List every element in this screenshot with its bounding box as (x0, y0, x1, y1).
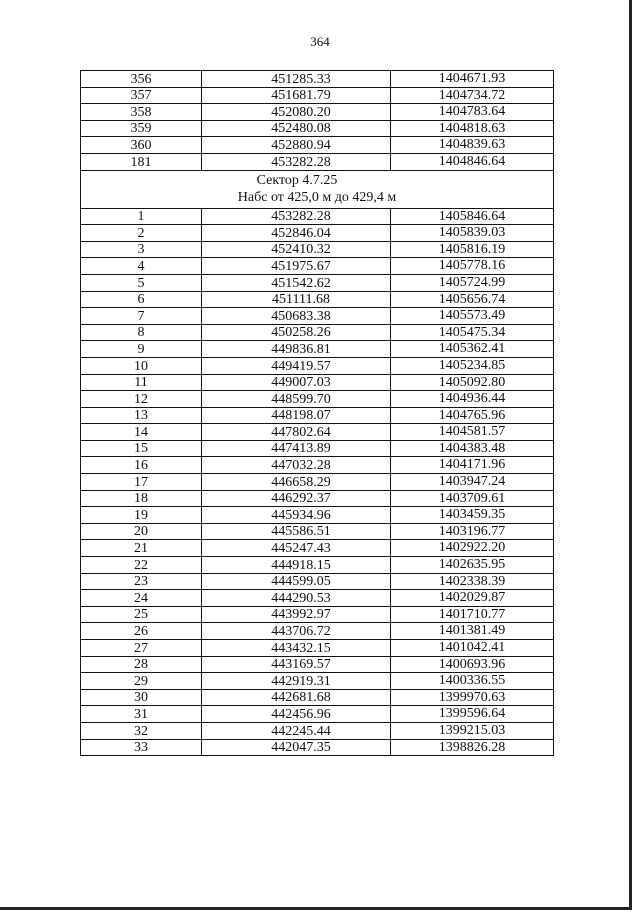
y-coordinate-cell: 1402635.95 (391, 557, 554, 574)
point-number-cell: 19 (81, 507, 202, 524)
x-coordinate-cell: 449836.81 (202, 341, 391, 358)
x-coordinate-cell: 451111.68 (202, 291, 391, 308)
point-number-cell: 25 (81, 606, 202, 623)
x-coordinate-cell: 443706.72 (202, 623, 391, 640)
y-coordinate-cell: 1398826.28 (391, 739, 554, 756)
y-coordinate-cell: 1404671.93 (391, 71, 554, 88)
x-coordinate-cell: 447413.89 (202, 440, 391, 457)
y-coordinate-cell: 1404765.96 (391, 407, 554, 424)
y-coordinate-cell: 1403709.61 (391, 490, 554, 507)
table-row (81, 137, 554, 154)
y-coordinate-cell: 1401710.77 (391, 606, 554, 623)
y-coordinate-cell: 1404783.64 (391, 104, 554, 121)
point-number-cell: 21 (81, 540, 202, 557)
x-coordinate-cell: 445586.51 (202, 523, 391, 540)
table-row (81, 120, 554, 137)
y-coordinate-cell: 1405092.80 (391, 374, 554, 391)
x-coordinate-cell: 442456.96 (202, 706, 391, 723)
point-number-cell: 181 (81, 153, 202, 170)
point-number-cell: 27 (81, 640, 202, 657)
table-row (81, 241, 554, 258)
point-number-cell: 356 (81, 71, 202, 88)
x-coordinate-cell: 447032.28 (202, 457, 391, 474)
x-coordinate-cell: 442919.31 (202, 673, 391, 690)
table-row (81, 523, 554, 540)
y-coordinate-cell: 1404818.63 (391, 120, 554, 137)
table-row (81, 623, 554, 640)
x-coordinate-cell: 442245.44 (202, 722, 391, 739)
y-coordinate-cell: 1403947.24 (391, 474, 554, 491)
point-number-cell: 4 (81, 258, 202, 275)
x-coordinate-cell: 445247.43 (202, 540, 391, 557)
y-coordinate-cell: 1403459.35 (391, 507, 554, 524)
x-coordinate-cell: 448599.70 (202, 391, 391, 408)
table-row (81, 507, 554, 524)
section-subtitle: Набс от 425,0 м до 429,4 м (237, 189, 397, 205)
point-number-cell: 16 (81, 457, 202, 474)
x-coordinate-cell: 448198.07 (202, 407, 391, 424)
table-row (81, 490, 554, 507)
point-number-cell: 13 (81, 407, 202, 424)
y-coordinate-cell: 1405475.34 (391, 324, 554, 341)
table-row (81, 739, 554, 756)
point-number-cell: 6 (81, 291, 202, 308)
table-row (81, 457, 554, 474)
table-row (81, 706, 554, 723)
table-row (81, 258, 554, 275)
table-row (81, 208, 554, 225)
bottom-rows-group (81, 208, 554, 756)
coordinates-table (80, 70, 554, 756)
y-coordinate-cell: 1405778.16 (391, 258, 554, 275)
y-coordinate-cell: 1399215.03 (391, 722, 554, 739)
y-coordinate-cell: 1403196.77 (391, 523, 554, 540)
table-row (81, 689, 554, 706)
table-row (81, 722, 554, 739)
x-coordinate-cell: 442681.68 (202, 689, 391, 706)
y-coordinate-cell: 1404171.96 (391, 457, 554, 474)
x-coordinate-cell: 451681.79 (202, 87, 391, 104)
point-number-cell: 17 (81, 474, 202, 491)
point-number-cell: 30 (81, 689, 202, 706)
point-number-cell: 360 (81, 137, 202, 154)
table-row (81, 673, 554, 690)
y-coordinate-cell: 1404936.44 (391, 391, 554, 408)
table-row (81, 374, 554, 391)
y-coordinate-cell: 1400693.96 (391, 656, 554, 673)
x-coordinate-cell: 444290.53 (202, 590, 391, 607)
y-coordinate-cell: 1404383.48 (391, 440, 554, 457)
section-header-row (81, 170, 554, 208)
point-number-cell: 8 (81, 324, 202, 341)
point-number-cell: 18 (81, 490, 202, 507)
point-number-cell: 24 (81, 590, 202, 607)
point-number-cell: 2 (81, 225, 202, 242)
page-number: 364 (310, 34, 330, 49)
point-number-cell: 12 (81, 391, 202, 408)
table-row (81, 357, 554, 374)
x-coordinate-cell: 447802.64 (202, 424, 391, 441)
point-number-cell: 15 (81, 440, 202, 457)
x-coordinate-cell: 452410.32 (202, 241, 391, 258)
point-number-cell: 23 (81, 573, 202, 590)
y-coordinate-cell: 1404734.72 (391, 87, 554, 104)
point-number-cell: 22 (81, 557, 202, 574)
point-number-cell: 357 (81, 87, 202, 104)
table-row (81, 291, 554, 308)
section-header-group (81, 170, 554, 208)
table-row (81, 540, 554, 557)
table-row (81, 324, 554, 341)
x-coordinate-cell: 450258.26 (202, 324, 391, 341)
table-row (81, 104, 554, 121)
x-coordinate-cell: 453282.28 (202, 153, 391, 170)
x-coordinate-cell: 445934.96 (202, 507, 391, 524)
y-coordinate-cell: 1405573.49 (391, 308, 554, 325)
y-coordinate-cell: 1405724.99 (391, 274, 554, 291)
x-coordinate-cell: 452080.20 (202, 104, 391, 121)
table-row (81, 557, 554, 574)
table-row (81, 573, 554, 590)
x-coordinate-cell: 446658.29 (202, 474, 391, 491)
point-number-cell: 33 (81, 739, 202, 756)
x-coordinate-cell: 446292.37 (202, 490, 391, 507)
y-coordinate-cell: 1401381.49 (391, 623, 554, 640)
x-coordinate-cell: 444918.15 (202, 557, 391, 574)
point-number-cell: 5 (81, 274, 202, 291)
y-coordinate-cell: 1402338.39 (391, 573, 554, 590)
section-title: Сектор 4.7.25 (256, 172, 338, 188)
y-coordinate-cell: 1404846.64 (391, 153, 554, 170)
y-coordinate-cell: 1399970.63 (391, 689, 554, 706)
x-coordinate-cell: 444599.05 (202, 573, 391, 590)
x-coordinate-cell: 452480.08 (202, 120, 391, 137)
y-coordinate-cell: 1399596.64 (391, 706, 554, 723)
y-coordinate-cell: 1402922.20 (391, 540, 554, 557)
x-coordinate-cell: 451542.62 (202, 274, 391, 291)
point-number-cell: 1 (81, 208, 202, 225)
table-row (81, 424, 554, 441)
x-coordinate-cell: 449419.57 (202, 357, 391, 374)
y-coordinate-cell: 1401042.41 (391, 640, 554, 657)
table-row (81, 440, 554, 457)
table-row (81, 656, 554, 673)
table-row (81, 87, 554, 104)
x-coordinate-cell: 451975.67 (202, 258, 391, 275)
point-number-cell: 26 (81, 623, 202, 640)
table-row (81, 153, 554, 170)
x-coordinate-cell: 452846.04 (202, 225, 391, 242)
table-row (81, 640, 554, 657)
table-row (81, 590, 554, 607)
table-row (81, 71, 554, 88)
x-coordinate-cell: 452880.94 (202, 137, 391, 154)
table-row (81, 308, 554, 325)
point-number-cell: 29 (81, 673, 202, 690)
x-coordinate-cell: 453282.28 (202, 208, 391, 225)
table-row (81, 474, 554, 491)
x-coordinate-cell: 443432.15 (202, 640, 391, 657)
y-coordinate-cell: 1405234.85 (391, 357, 554, 374)
y-coordinate-cell: 1405846.64 (391, 208, 554, 225)
x-coordinate-cell: 443992.97 (202, 606, 391, 623)
section-header-cell (81, 170, 554, 208)
table-row (81, 341, 554, 358)
table-row (81, 407, 554, 424)
table-row (81, 225, 554, 242)
table-row (81, 274, 554, 291)
y-coordinate-cell: 1404839.63 (391, 137, 554, 154)
y-coordinate-cell: 1405816.19 (391, 241, 554, 258)
point-number-cell: 28 (81, 656, 202, 673)
point-number-cell: 9 (81, 341, 202, 358)
x-coordinate-cell: 442047.35 (202, 739, 391, 756)
y-coordinate-cell: 1405656.74 (391, 291, 554, 308)
point-number-cell: 11 (81, 374, 202, 391)
y-coordinate-cell: 1404581.57 (391, 424, 554, 441)
y-coordinate-cell: 1405362.41 (391, 341, 554, 358)
point-number-cell: 20 (81, 523, 202, 540)
y-coordinate-cell: 1405839.03 (391, 225, 554, 242)
x-coordinate-cell: 451285.33 (202, 71, 391, 88)
top-rows-group (81, 71, 554, 171)
x-coordinate-cell: 443169.57 (202, 656, 391, 673)
table-row (81, 606, 554, 623)
point-number-cell: 7 (81, 308, 202, 325)
point-number-cell: 31 (81, 706, 202, 723)
y-coordinate-cell: 1402029.87 (391, 590, 554, 607)
point-number-cell: 3 (81, 241, 202, 258)
point-number-cell: 14 (81, 424, 202, 441)
point-number-cell: 359 (81, 120, 202, 137)
x-coordinate-cell: 450683.38 (202, 308, 391, 325)
point-number-cell: 32 (81, 722, 202, 739)
point-number-cell: 10 (81, 357, 202, 374)
point-number-cell: 358 (81, 104, 202, 121)
y-coordinate-cell: 1400336.55 (391, 673, 554, 690)
table-row (81, 391, 554, 408)
x-coordinate-cell: 449007.03 (202, 374, 391, 391)
